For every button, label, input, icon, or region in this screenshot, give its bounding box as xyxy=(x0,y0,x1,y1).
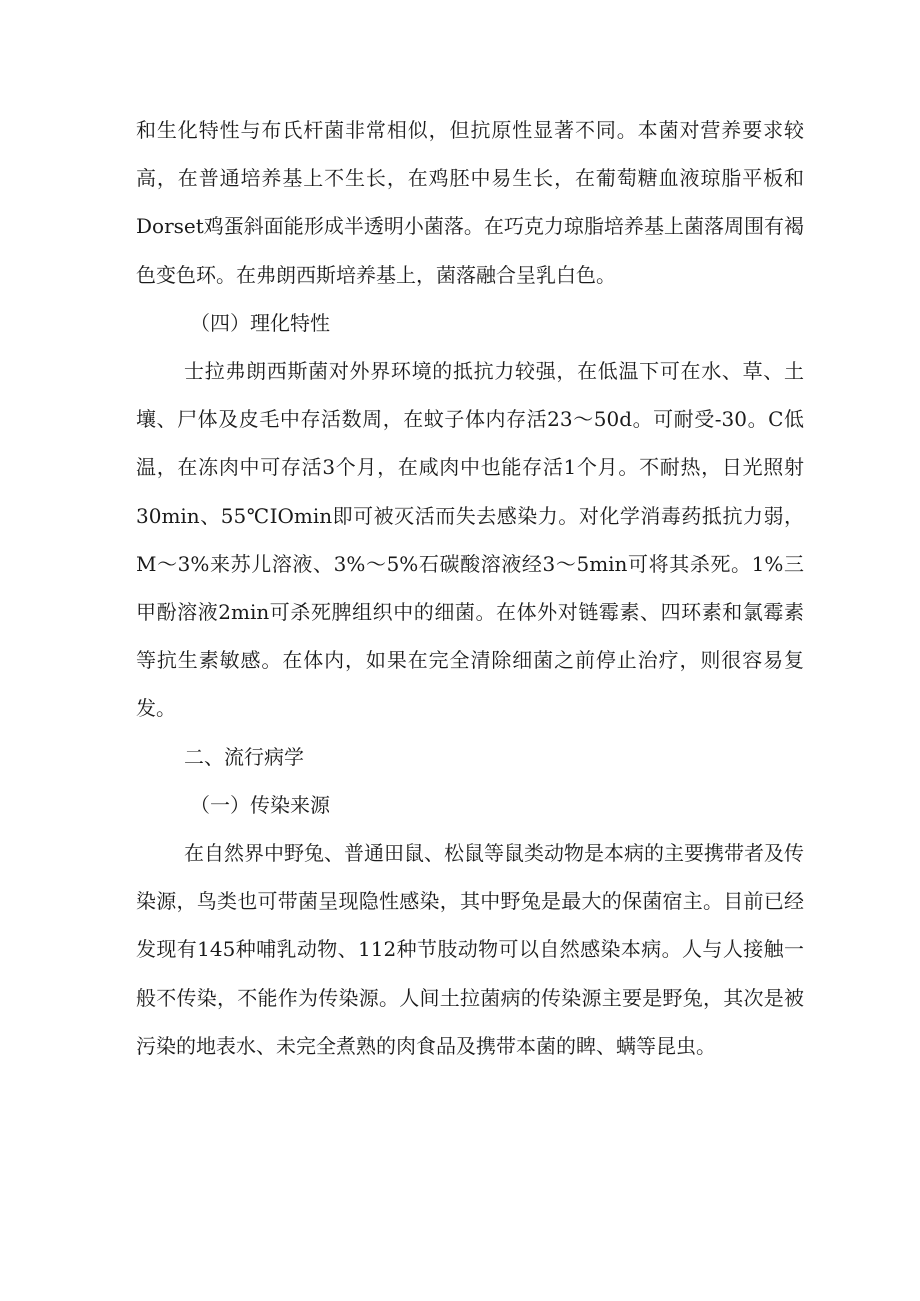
section-heading-epidemiology: 二、流行病学 xyxy=(184,744,304,769)
document-body xyxy=(136,106,804,1070)
section-heading-physicochemical: （四）理化特性 xyxy=(190,310,330,335)
paragraph-infection-source: 在自然界中野兔、普通田鼠、松鼠等鼠类动物是本病的主要携带者及传染源，鸟类也可带菌呈现隐性感染，其中野兔是最大的保菌宿主。目前已经发现有145种哺乳动物、112种节肢动物可以自然感染本病。人与人接触一般不传染，不能作为传染源。人间土拉菌病的传染源主要是野兔，其次是被污染的地表水、未完全煮熟的肉食品及携带本菌的睥、螨等昆虫。 xyxy=(136,841,804,1058)
paragraph-culture-characteristics: 和生化特性与布氏杆菌非常相似，但抗原性显著不同。本菌对营养要求较高，在普通培养基上不生长，在鸡胚中易生长，在葡萄糖血液琼脂平板和Dorset鸡蛋斜面能形成半透明小菌落。在巧克力琼脂培养基上菌落周围有褐色变色环。在弗朗西斯培养基上，菌落融合呈乳白色。 xyxy=(136,118,804,287)
section-heading-infection-source: （一）传染来源 xyxy=(190,792,330,817)
paragraph-resistance: 士拉弗朗西斯菌对外界环境的抵抗力较强，在低温下可在水、草、土壤、尸体及皮毛中存活数周，在蚊子体内存活23～50d。可耐受-30。C低温，在冻肉中可存活3个月，在咸肉中也能存活1个月。不耐热，日光照射30min、55℃IOmin即可被灭活而失去感染力。对化学消毒药抵抗力弱，M～3%来苏儿溶液、3%～5%石碳酸溶液经3～5min可将其杀死。1%三甲酚溶液2min可杀死脾组织中的细菌。在体外对链霉素、四环素和氯霉素等抗生素敏感。在体内，如果在完全清除细菌之前停止治疗，则很容易复发。 xyxy=(136,359,804,721)
